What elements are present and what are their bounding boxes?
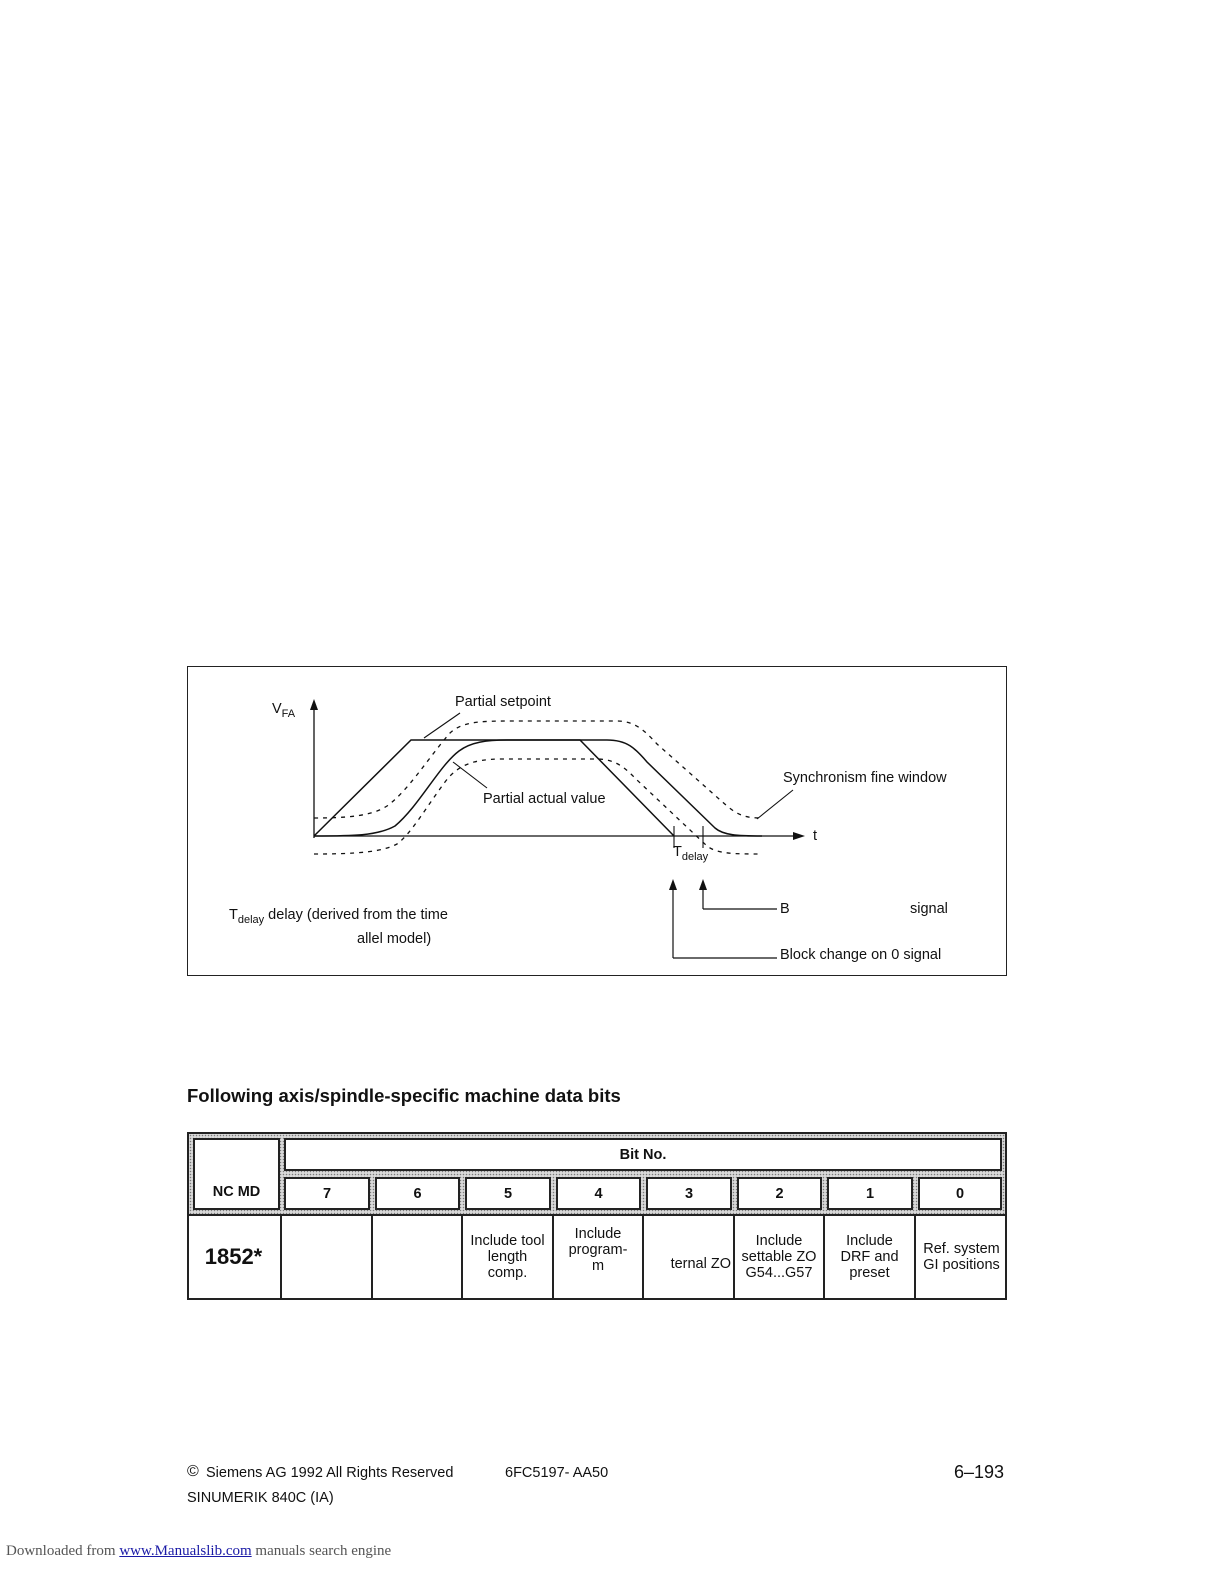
velocity-diagram [187,666,1007,976]
bit-header-1: 1 [827,1177,913,1210]
legend-line-2: allel model) [357,931,432,947]
signal-b-right-label: signal [910,901,948,917]
legend-line-1: $T_{delay}$ delay (derived from the time [229,907,448,926]
bit-header-7: 7 [284,1177,370,1210]
actual-value-leader [453,762,487,788]
partial-actual-value-label: Partial actual value [483,791,606,807]
block-change-label: Block change on 0 signal [780,947,942,963]
bit-cell-2: Include settable ZO G54...G57 [735,1214,825,1300]
product-name: SINUMERIK 840C (IA) [187,1490,334,1506]
table-row [187,1214,1007,1300]
download-suffix: manuals search engine [251,1543,392,1559]
order-number: 6FC5197- AA50 [505,1465,609,1481]
bitno-header: Bit No. [619,1146,667,1163]
section-title: Following axis/spindle-specific machine data bits [187,1085,621,1106]
ncmd-header-cell [193,1138,280,1210]
download-note [6,1543,391,1560]
bit-header-2: 2 [737,1177,822,1210]
bit-cell-1: Include DRF and preset [825,1214,916,1300]
block-change-arrow-head [669,879,677,890]
bit-cell-0: Ref. system GI positions [923,1241,1000,1273]
setpoint-leader [424,713,460,738]
actual-value-curve [314,740,762,836]
bit-cell-6 [373,1214,463,1300]
sync-window-leader [757,790,793,819]
y-axis-label: $V_{FA}$ [272,701,296,720]
x-axis-label: t [813,828,818,844]
setpoint-curve [314,740,674,836]
bit-cell-3: ternal ZO [644,1214,735,1300]
ncmd-header: NC MD [212,1184,261,1200]
bit-header-4: 4 [556,1177,641,1210]
partial-setpoint-label: Partial setpoint [455,694,551,710]
x-axis-arrow [793,832,805,840]
figure-frame [188,667,1007,976]
bit-header-6: 6 [375,1177,460,1210]
bitno-header-cell [284,1138,1002,1171]
tdelay-label: $T_{delay}$ [673,844,709,863]
md-number: 1852* [187,1214,282,1300]
bit-header-5: 5 [465,1177,551,1210]
bit-cell-7 [282,1214,373,1300]
bit-header-3: 3 [646,1177,732,1210]
sync-window-label: Synchronism fine window [783,770,947,786]
bit-cell-4: Include program- m [554,1214,644,1300]
download-prefix: Downloaded from [6,1543,120,1559]
signal-b-label: B [780,901,790,917]
velocity-diagram-graphics [187,666,1007,976]
manualslib-link[interactable]: www.Manualslib.com [119,1543,252,1559]
bit-header-0: 0 [918,1177,1002,1210]
copyright-symbol: © [187,1463,199,1480]
copyright-text: Siemens AG 1992 All Rights Reserved [206,1465,454,1481]
machine-data-table [187,1132,1007,1302]
page-number: 6–193 [954,1462,1005,1482]
signal-b-arrow-head [699,879,707,890]
bit-cell-5: Include tool length comp. [463,1214,554,1300]
y-axis-arrow [310,699,318,710]
